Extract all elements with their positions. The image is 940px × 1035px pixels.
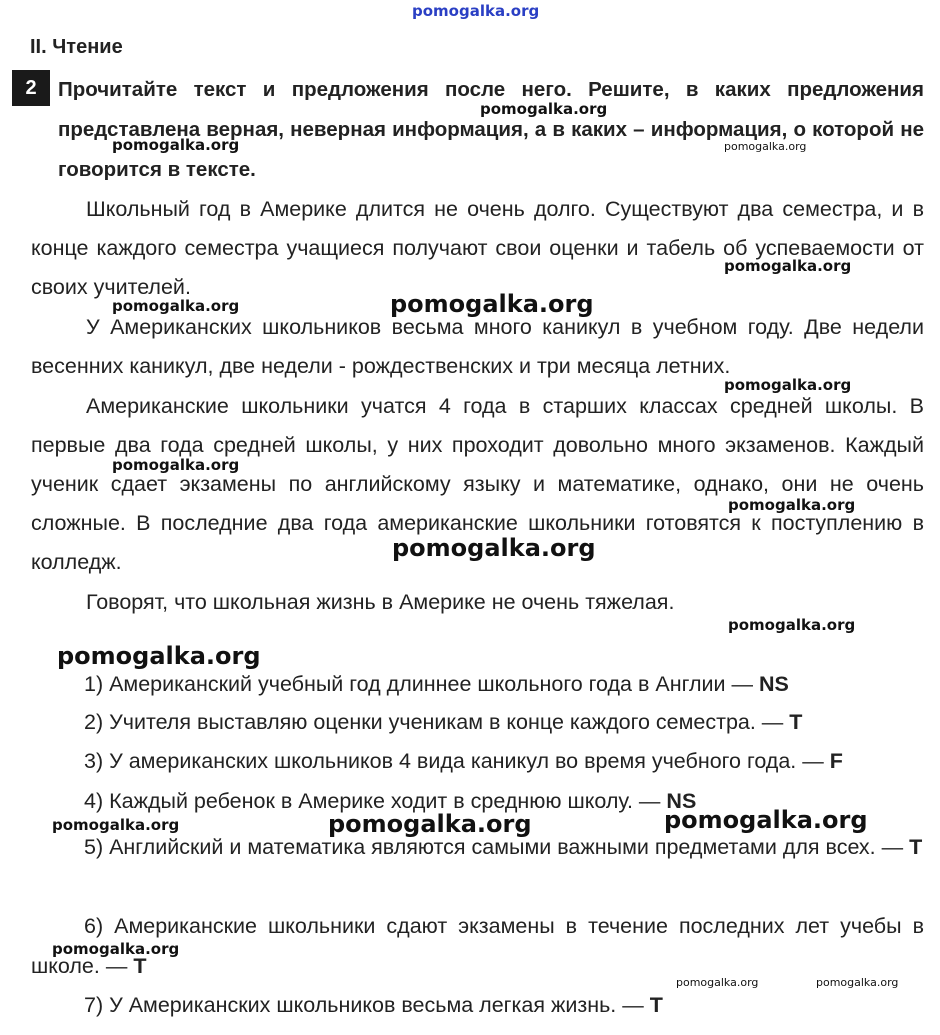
statement-text: 4) Каждый ребенок в Америке ходит в среднюю школу. — [84,789,667,813]
watermark: pomogalka.org [724,257,852,275]
statement-text: 2) Учителя выставляю оценки ученикам в конце каждого семестра. — [84,710,790,734]
statement-text: 3) У американских школьников 4 вида каникул во время учебного года. — [84,749,830,773]
section-title: II. Чтение [30,36,123,58]
watermark: pomogalka.org [112,297,240,315]
watermark: pomogalka.org [728,616,856,634]
statement-text: 7) У Американских школьников весьма легкая жизнь. — [84,993,650,1017]
text-paragraph: Говорят, что школьная жизнь в Америке не очень тяжелая. [86,590,675,614]
watermark: pomogalka.org [724,140,807,153]
watermark: pomogalka.org [728,496,856,514]
statement-answer: NS [666,789,697,813]
watermark: pomogalka.org [112,136,240,154]
watermark: pomogalka.org [57,642,261,670]
statement-answer: F [829,749,843,773]
watermark: pomogalka.org [52,940,180,958]
statement-text: 5) Английский и математика являются самыми важными предметами для всех. — [84,835,910,859]
watermark: pomogalka.org [390,290,594,318]
statement-answer: T [789,710,803,734]
watermark: pomogalka.org [724,376,852,394]
statement-text: 6) Американские школьники сдают экзамены в течение последних лет учебы в школе. — [31,914,924,978]
statement-item [84,985,663,1025]
statement-answer: NS [758,672,789,696]
watermark: pomogalka.org [480,100,608,118]
statement-item [84,741,843,781]
statement-answer: T [133,954,147,978]
task-number-badge: 2 [12,70,50,106]
statement-answer: T [649,993,663,1017]
statement-item [84,702,802,742]
watermark: pomogalka.org [676,976,759,989]
watermark: pomogalka.org [52,816,180,834]
task-instruction: Прочитайте текст и предложения после него. Решите, в каких предложения представлена верная, неверная информация, а в каких – информация, о которой не говорится в тексте. [58,78,924,181]
watermark: pomogalka.org [816,976,899,989]
text-paragraph: Американские школьники учатся 4 года в старших классах средней школы. В первые два года средней школы, у них проходит довольно много экзаменов. Каждый ученик сдает экзамены по английскому языку и математике, однако, они не очень сложные. В последние два года американские школьники готовятся к поступлению в колледж. [31,394,924,574]
statement-answer: T [909,835,923,859]
watermark: pomogalka.org [328,810,532,838]
text-paragraph: Школьный год в Америке длится не очень долго. Существуют два семестра, и в конце каждого семестра учащиеся получают свои оценки и табель об успеваемости от своих учителей. [31,197,924,299]
watermark: pomogalka.org [412,2,540,20]
watermark: pomogalka.org [392,534,596,562]
text-paragraph: У Американских школьников весьма много каникул в учебном году. Две недели весенних каникул, две недели - рождественских и три месяца летних. [31,315,924,378]
statement-item [84,664,789,704]
watermark: pomogalka.org [664,806,868,834]
statement-text: 1) Американский учебный год длиннее школьного года в Англии — [84,672,759,696]
watermark: pomogalka.org [112,456,240,474]
